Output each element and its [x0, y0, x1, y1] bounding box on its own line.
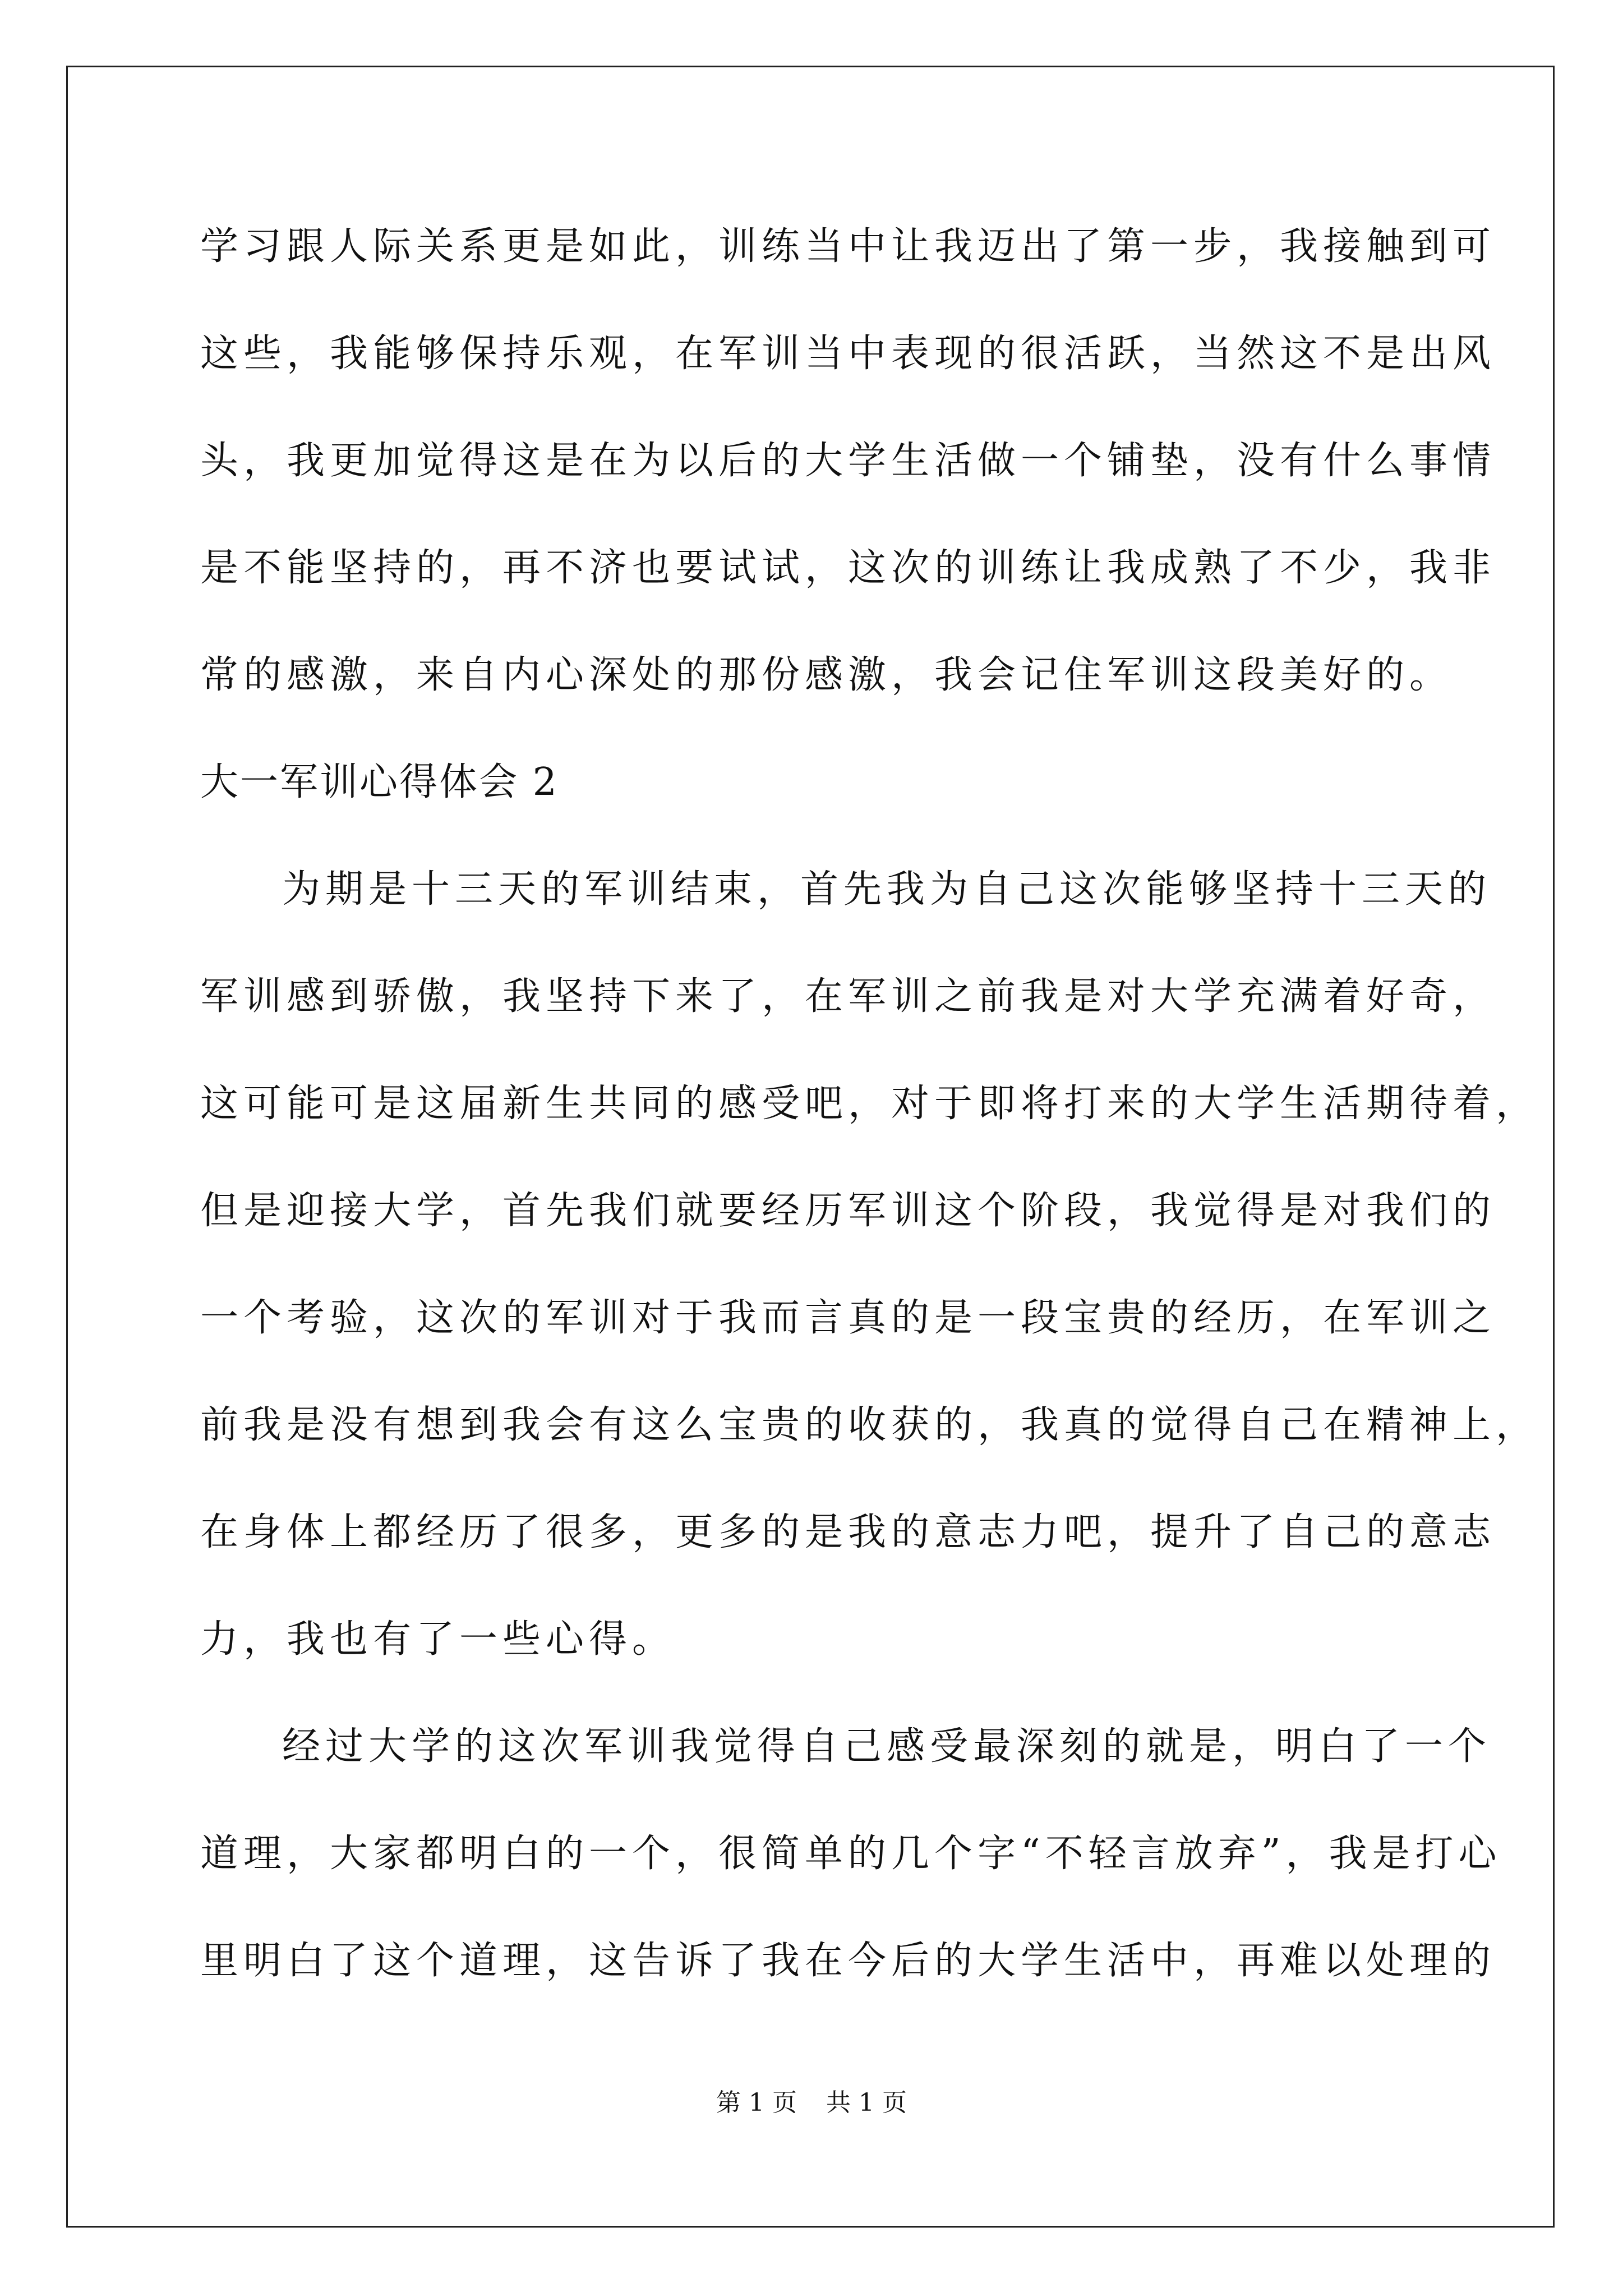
- text-line: 里明白了这个道理，这告诉了我在今后的大学生活中，再难以处理的: [200, 1939, 1496, 1983]
- text-line: 学习跟人际关系更是如此，训练当中让我迈出了第一步，我接触到可: [200, 224, 1496, 269]
- text-line: 这可能可是这届新生共同的感受吧，对于即将打来的大学生活期待着，: [200, 1082, 1539, 1126]
- text-line: 为期是十三天的军训结束，首先我为自己这次能够坚持十三天的: [282, 867, 1492, 912]
- page-number-label: 第 1 页: [716, 2088, 797, 2117]
- text-line: 前我是没有想到我会有这么宝贵的收获的，我真的觉得自己在精神上，: [200, 1403, 1539, 1447]
- text-line: 头，我更加觉得这是在为以后的大学生活做一个铺垫，没有什么事情: [200, 439, 1496, 483]
- text-line: 在身体上都经历了很多，更多的是我的意志力吧，提升了自己的意志: [200, 1510, 1496, 1554]
- section-title: 大一军训心得体会 2: [200, 760, 559, 804]
- text-line: 这些，我能够保持乐观，在军训当中表现的很活跃，当然这不是出风: [200, 332, 1496, 376]
- text-line: 但是迎接大学，首先我们就要经历军训这个阶段，我觉得是对我们的: [200, 1189, 1496, 1233]
- text-line: 经过大学的这次军训我觉得自己感受最深刻的就是，明白了一个: [282, 1724, 1492, 1769]
- text-line: 军训感到骄傲，我坚持下来了，在军训之前我是对大学充满着好奇，: [200, 974, 1496, 1019]
- text-line: 常的感激，来自内心深处的那份感激，我会记住军训这段美好的。: [200, 653, 1453, 697]
- page-total-label: 共 1 页: [826, 2088, 907, 2117]
- text-line: 是不能坚持的，再不济也要试试，这次的训练让我成熟了不少，我非: [200, 546, 1496, 590]
- page-border: [66, 66, 1555, 2228]
- text-line: 道理，大家都明白的一个，很简单的几个字“不轻言放弃”，我是打心: [200, 1832, 1502, 1876]
- page-footer: [0, 2089, 1623, 2117]
- text-line: 一个考验，这次的军训对于我而言真的是一段宝贵的经历，在军训之: [200, 1296, 1496, 1340]
- text-line: 力，我也有了一些心得。: [200, 1617, 676, 1662]
